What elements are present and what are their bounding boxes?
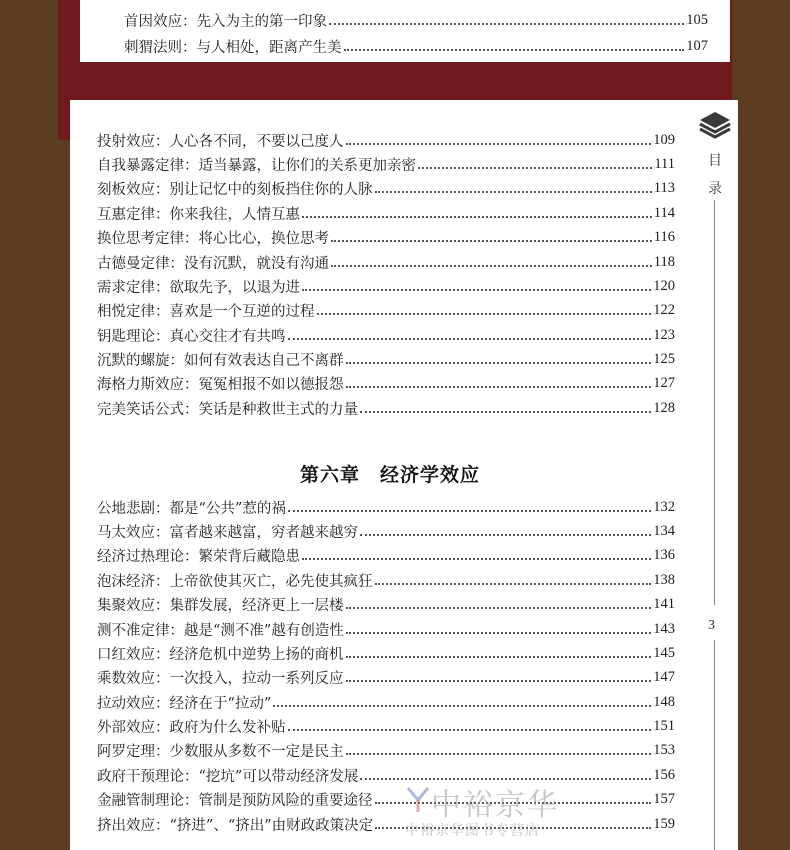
leader-dots (375, 583, 652, 585)
entry-title: 外部效应：政府为什么发补贴 (97, 719, 286, 736)
store-logo-icon (405, 784, 431, 814)
toc-entry[interactable] (124, 35, 708, 57)
toc-entry[interactable] (97, 544, 675, 566)
leader-dots (288, 729, 652, 731)
entry-page: 134 (653, 522, 675, 539)
entry-page: 138 (653, 571, 675, 588)
toc-entry[interactable] (97, 764, 675, 786)
entry-page: 123 (653, 326, 675, 343)
leader-dots (346, 143, 652, 145)
entry-title: 刺猬法则：与人相处，距离产生美 (124, 39, 342, 56)
side-divider (714, 200, 715, 605)
entry-page: 111 (654, 155, 675, 172)
toc-entry[interactable] (97, 324, 675, 346)
entry-title: 刻板效应：别让记忆中的刻板挡住你的人脉 (97, 181, 373, 198)
toc-entry[interactable] (97, 691, 675, 713)
leader-dots (346, 680, 652, 682)
entry-title: 公地悲剧：都是“公共”惹的祸 (97, 500, 286, 517)
entry-title: 阿罗定理：少数服从多数不一定是民主 (97, 743, 344, 760)
leader-dots (302, 289, 651, 291)
toc-entry[interactable] (97, 275, 675, 297)
toc-entry[interactable] (97, 618, 675, 640)
entry-title: 完美笑话公式：笑话是种救世主式的力量 (97, 401, 358, 418)
watermark-store-name: 中裕京华图书专营店 (405, 823, 540, 839)
leader-dots (317, 313, 652, 315)
side-label-mu: 目 (708, 153, 722, 169)
entry-page: 147 (653, 668, 675, 685)
toc-entry[interactable] (97, 593, 675, 615)
leader-dots (329, 23, 684, 25)
toc-entry[interactable] (97, 129, 675, 151)
toc-entry[interactable] (97, 202, 675, 224)
entry-page: 114 (653, 204, 675, 221)
page-edge (730, 100, 738, 850)
entry-page: 125 (653, 350, 675, 367)
entry-page: 151 (653, 717, 675, 734)
entry-page: 156 (653, 766, 675, 783)
toc-entry[interactable] (97, 520, 675, 542)
leader-dots (273, 705, 651, 707)
entry-page: 157 (653, 790, 675, 807)
toc-entry[interactable] (97, 739, 675, 761)
entry-page: 148 (653, 693, 675, 710)
leader-dots (346, 386, 652, 388)
leader-dots (346, 607, 652, 609)
entry-page: 128 (653, 399, 675, 416)
entry-title: 政府干预理论：“挖坑”可以带动经济发展 (97, 768, 359, 785)
toc-entry[interactable] (97, 496, 675, 518)
entry-title: 钥匙理论：真心交往才有共鸣 (97, 328, 286, 345)
leader-dots (346, 753, 652, 755)
toc-entry[interactable] (97, 251, 675, 273)
entry-page: 143 (653, 620, 675, 637)
leader-dots (331, 265, 652, 267)
entry-title: 经济过热理论：繁荣背后藏隐患 (97, 548, 300, 565)
entry-page: 116 (653, 228, 675, 245)
toc-entry[interactable] (124, 9, 708, 31)
entry-page: 127 (653, 374, 675, 391)
entry-title: 投射效应：人心各不同，不要以己度人 (97, 133, 344, 150)
leader-dots (346, 656, 652, 658)
entry-title: 口红效应：经济危机中逆势上扬的商机 (97, 646, 344, 663)
toc-entry[interactable] (97, 642, 675, 664)
leader-dots (418, 167, 652, 169)
entry-title: 自我暴露定律：适当暴露，让你们的关系更加亲密 (97, 157, 416, 174)
entry-page: 109 (653, 131, 675, 148)
entry-title: 乘数效应：一次投入，拉动一系列反应 (97, 670, 344, 687)
entry-title: 海格力斯效应：冤冤相报不如以德报怨 (97, 376, 344, 393)
entry-page: 107 (686, 37, 708, 54)
entry-page: 153 (653, 741, 675, 758)
leader-dots (331, 240, 652, 242)
leader-dots (346, 362, 652, 364)
chapter-title: 第六章 经济学效应 (300, 464, 481, 486)
leader-dots (302, 216, 652, 218)
entry-title: 古德曼定律：没有沉默，就没有沟通 (97, 255, 329, 272)
toc-entry[interactable] (97, 397, 675, 419)
entry-page: 122 (653, 301, 675, 318)
toc-entry[interactable] (97, 348, 675, 370)
entry-page: 113 (653, 179, 675, 196)
side-label-lu: 录 (708, 181, 722, 197)
watermark-brand: 中裕京华 (431, 788, 559, 823)
entry-title: 金融管制理论：管制是预防风险的重要途径 (97, 792, 373, 809)
toc-entry[interactable] (97, 177, 675, 199)
side-page-number: 3 (708, 618, 715, 633)
toc-entry[interactable] (97, 715, 675, 737)
entry-title: 首因效应：先入为主的第一印象 (124, 13, 327, 30)
entry-title: 马太效应：富者越来越富，穷者越来越穷 (97, 524, 358, 541)
side-divider-lower (714, 640, 715, 850)
toc-entry[interactable] (97, 569, 675, 591)
entry-page: 159 (653, 815, 675, 832)
leader-dots (302, 558, 651, 560)
leader-dots (360, 534, 651, 536)
toc-entry[interactable] (97, 299, 675, 321)
toc-entry[interactable] (97, 153, 675, 175)
entry-page: 141 (653, 595, 675, 612)
entry-title: 沉默的螺旋：如何有效表达自己不离群 (97, 352, 344, 369)
entry-title: 集聚效应：集群发展，经济更上一层楼 (97, 597, 344, 614)
leader-dots (288, 338, 652, 340)
entry-page: 105 (686, 11, 708, 28)
entry-title: 挤出效应：“挤进”、“挤出”由财政政策决定 (97, 817, 374, 834)
toc-entry[interactable] (97, 372, 675, 394)
leader-dots (288, 510, 651, 512)
leader-dots (375, 191, 652, 193)
entry-page: 118 (653, 253, 675, 270)
entry-title: 相悦定律：喜欢是一个互逆的过程 (97, 303, 315, 320)
toc-entry[interactable] (97, 813, 675, 835)
leader-dots (346, 632, 651, 634)
entry-page: 132 (653, 498, 675, 515)
toc-entry[interactable] (97, 226, 675, 248)
entry-title: 需求定律：欲取先予，以退为进 (97, 279, 300, 296)
toc-entry[interactable] (97, 666, 675, 688)
entry-page: 120 (653, 277, 675, 294)
leader-dots (344, 49, 685, 51)
leader-dots (360, 411, 651, 413)
entry-title: 泡沫经济：上帝欲使其灭亡，必先使其疯狂 (97, 573, 373, 590)
toc-entry[interactable] (97, 788, 675, 810)
entry-title: 互惠定律：你来我往，人情互惠 (97, 206, 300, 223)
entry-title: 换位思考定律：将心比心，换位思考 (97, 230, 329, 247)
stacked-books-icon (698, 110, 732, 140)
entry-page: 136 (653, 546, 675, 563)
entry-title: 测不准定律：越是“测不准”越有创造性 (97, 622, 344, 639)
entry-title: 拉动效应：经济在于“拉动” (97, 695, 272, 712)
entry-page: 145 (653, 644, 675, 661)
